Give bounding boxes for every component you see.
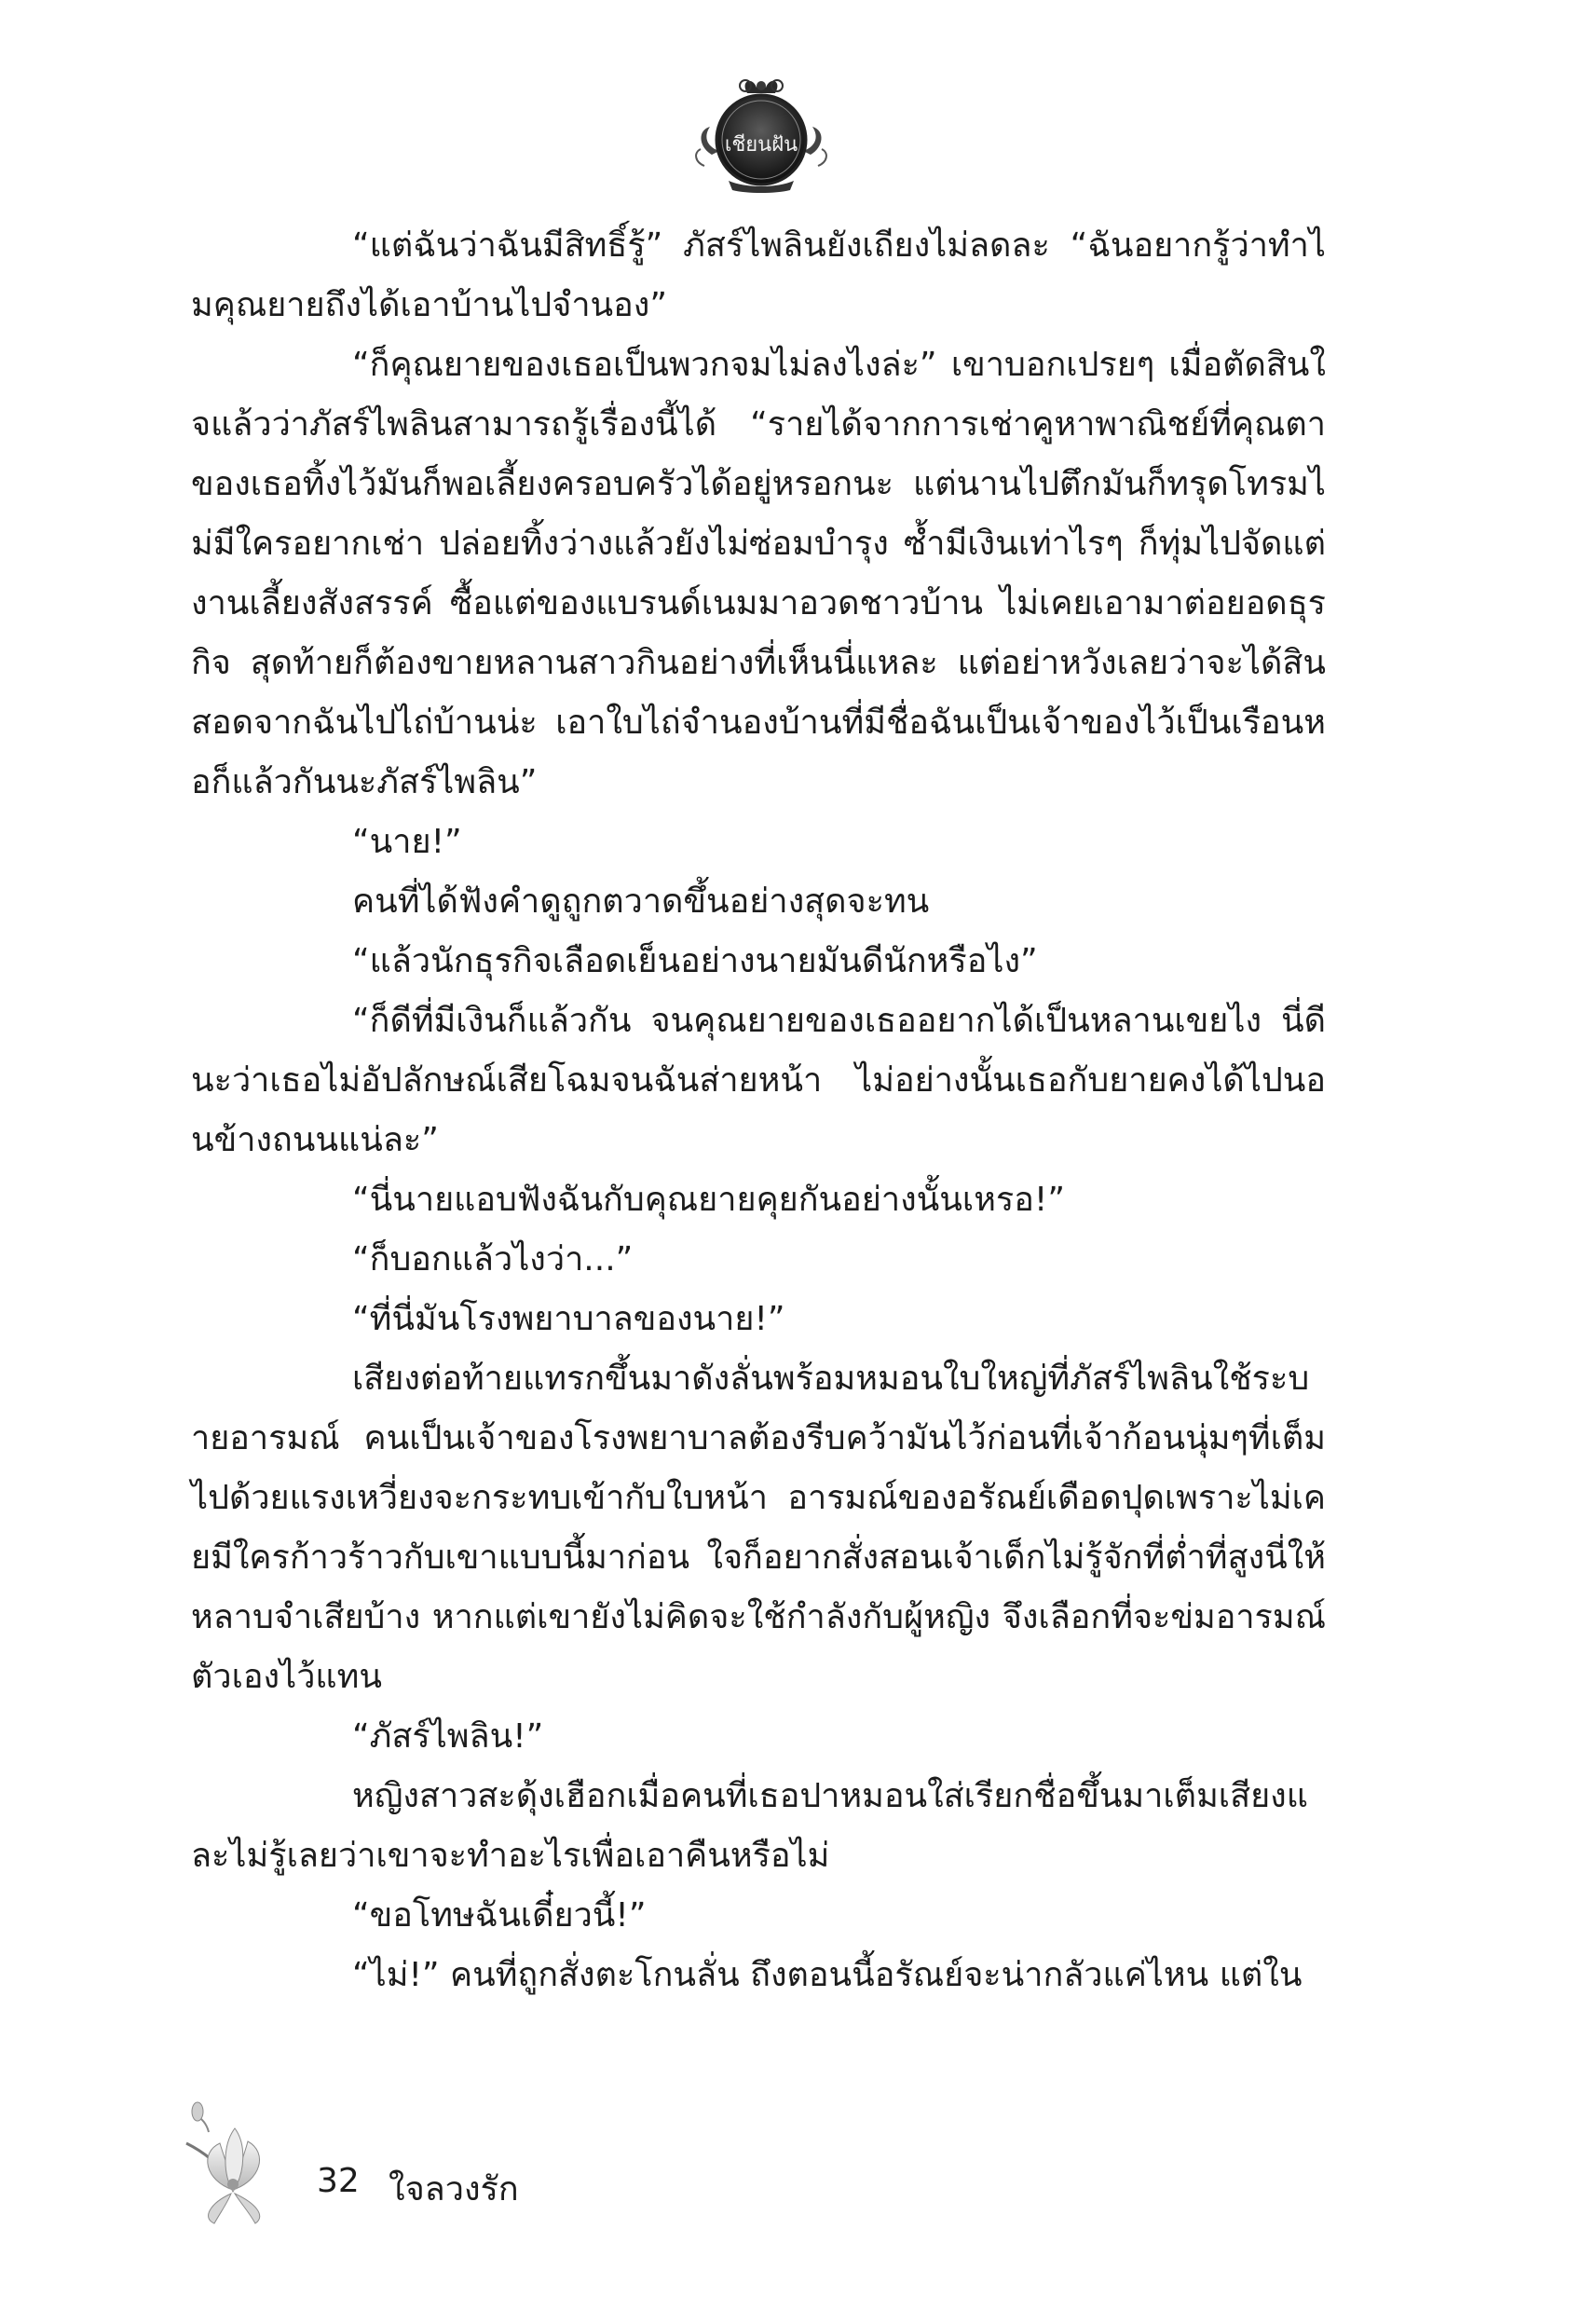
paragraph: “ก็บอกแล้วไงว่า...”	[352, 1240, 634, 1279]
page-number: 32	[317, 2162, 360, 2200]
paragraph: เสียงต่อท้ายแทรกขึ้นมาดังลั่นพร้อมหมอนใบใหญ่ที่ภัสร์ไพลินใช้ระบายอารมณ์ คนเป็นเจ้าของโรงพยาบาลต้องรีบคว้ามันไว้ก่อนที่เจ้าก้อนนุ่มๆที่เต็มไปด้วยแรงเหวี่ยงจะกระทบเข้ากับใบหน้า อารมณ์ของอรัณย์เดือดปุดเพราะไม่เคยมีใครก้าวร้าวกับเขาแบบนี้มาก่อน ใจก็อยากสั่งสอนเจ้าเด็กไม่รู้จักที่ต่ำที่สูงนี่ให้หลาบจำเสียบ้าง หากแต่เขายังไม่คิดจะใช้กำลังกับผู้หญิง จึงเลือกที่จะข่มอารมณ์ตัวเองไว้แทน	[191, 1360, 1326, 1696]
paragraph: คนที่ได้ฟังคำดูถูกตวาดขึ้นอย่างสุดจะทน	[352, 882, 930, 921]
paragraph: “แต่ฉันว่าฉันมีสิทธิ์รู้” ภัสร์ไพลินยังเถียงไม่ลดละ “ฉันอยากรู้ว่าทำไมคุณยายถึงได้เอาบ้านไปจำนอง”	[191, 226, 1326, 324]
paragraph: “นาย!”	[352, 823, 462, 861]
paragraph: “ไม่!” คนที่ถูกสั่งตะโกนลั่น ถึงตอนนี้อรัณย์จะน่ากลัวแค่ไหน แต่ใน	[352, 1956, 1303, 1994]
magnolia-flower-icon	[177, 2087, 289, 2227]
page-footer	[177, 2087, 736, 2236]
book-title: ใจลวงรัก	[389, 2170, 519, 2208]
paragraph: “ก็คุณยายของเธอเป็นพวกจมไม่ลงไงล่ะ” เขาบอกเปรยๆ เมื่อตัดสินใจแล้วว่าภัสร์ไพลินสามารถรู้เรื่องนี้ได้ “รายได้จากการเช่าคูหาพาณิชย์ที่คุณตาของเธอทิ้งไว้มันก็พอเลี้ยงครอบครัวได้อยู่หรอกนะ แต่นานไปตึกมันก็ทรุดโทรมไม่มีใครอยากเช่า ปล่อยทิ้งว่างแล้วยังไม่ซ่อมบำรุง ซ้ำมีเงินเท่าไรๆ ก็ทุ่มไปจัดแต่งานเลี้ยงสังสรรค์ ซื้อแต่ของแบรนด์เนมมาอวดชาวบ้าน ไม่เคยเอามาต่อยอดธุรกิจ สุดท้ายก็ต้องขายหลานสาวกินอย่างที่เห็นนี่แหละ แต่อย่าหวังเลยว่าจะได้สินสอดจากฉันไปไถ่บ้านน่ะ เอาใบไถ่จำนองบ้านที่มีชื่อฉันเป็นเจ้าของไว้เป็นเรือนหอก็แล้วกันนะภัสร์ไพลิน”	[191, 346, 1326, 801]
paragraph: “นี่นายแอบฟังฉันกับคุณยายคุยกันอย่างนั้นเหรอ!”	[352, 1181, 1065, 1219]
paragraph: “ภัสร์ไพลิน!”	[352, 1717, 544, 1756]
publisher-logo	[691, 73, 831, 194]
text-body	[191, 216, 1326, 2005]
paragraph: “ก็ดีที่มีเงินก็แล้วกัน จนคุณยายของเธออยากได้เป็นหลานเขยไง นี่ดีนะว่าเธอไม่อัปลักษณ์เสียโฉมจนฉันส่ายหน้า ไม่อย่างนั้นเธอกับยายคงได้ไปนอนข้างถนนแน่ละ”	[191, 1002, 1326, 1159]
paragraph: “แล้วนักธุรกิจเลือดเย็นอย่างนายมันดีนักหรือไง”	[352, 942, 1038, 980]
paragraph: “ที่นี่มันโรงพยาบาลของนาย!”	[352, 1300, 785, 1338]
paragraph: หญิงสาวสะดุ้งเฮือกเมื่อคนที่เธอปาหมอนใส่เรียกชื่อขึ้นมาเต็มเสียงและไม่รู้เลยว่าเขาจะทำอะไรเพื่อเอาคืนหรือไม่	[191, 1777, 1308, 1875]
paragraph: “ขอโทษฉันเดี๋ยวนี้!”	[352, 1896, 647, 1935]
logo-text: เชียนฝัน	[724, 133, 798, 157]
